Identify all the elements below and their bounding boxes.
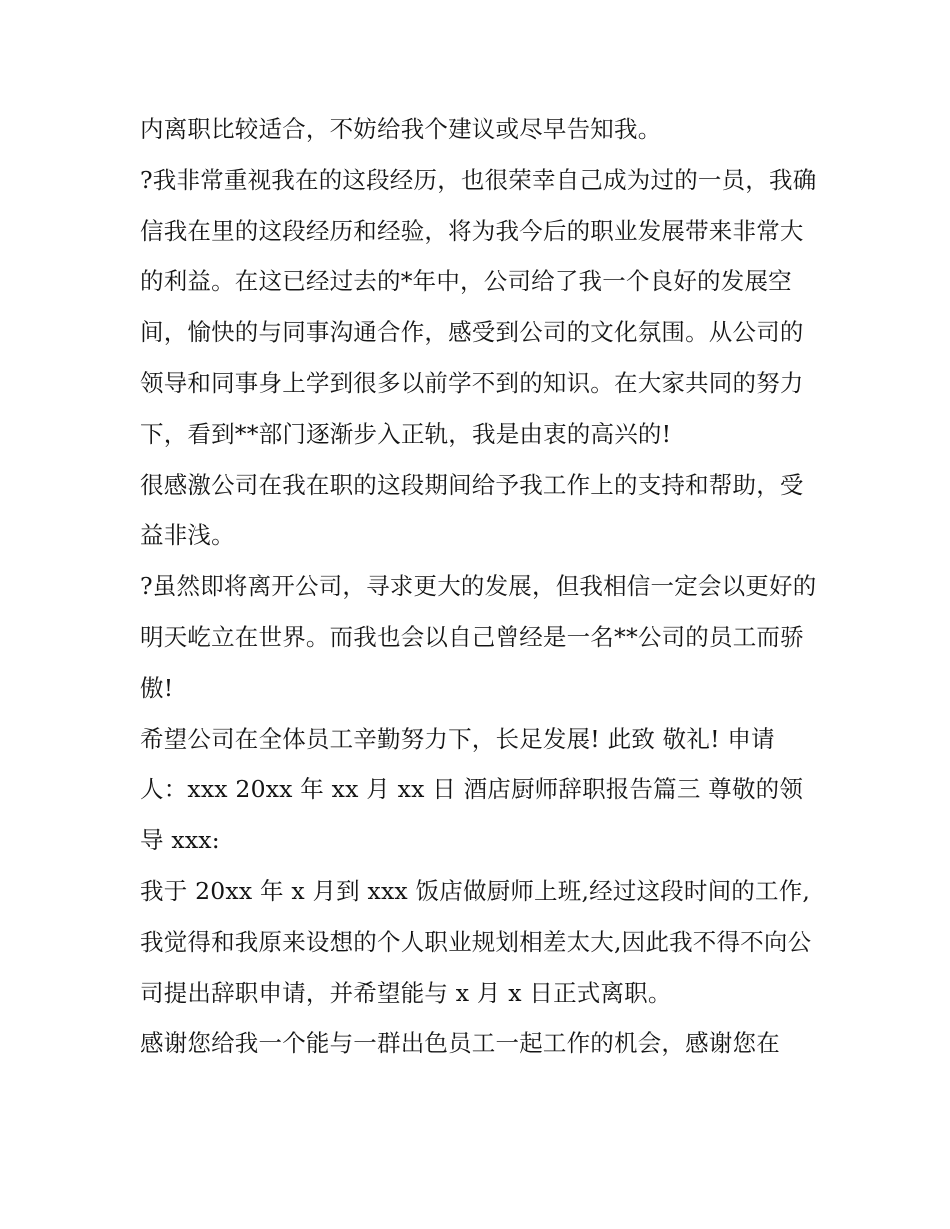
paragraph-5: 希望公司在全体员工辛勤努力下，长足发展! 此致 敬礼! 申请人：xxx 20xx 年 xx 月 xx 日 酒店厨师辞职报告篇三 尊敬的领导 xxx: xyxy=(140,724,804,855)
paragraph-2: ?我非常重视我在的这段经历，也很荣幸自己成为过的一员，我确信我在里的这段经历和经验，将为我今后的职业发展带来非常大的利益。在这已经过去的*年中，公司给了我一个良好的发展空间，愉快的与同事沟通合作，感受到公司的文化氛围。从公司的领导和同事身上学到很多以前学不到的知识。在大家共同的努力下，看到**部门逐渐步入正轨，我是由衷的高兴的! xyxy=(140,165,817,448)
paragraph-4: ?虽然即将离开公司，寻求更大的发展，但我相信一定会以更好的明天屹立在世界。而我也会以自己曾经是一名**公司的员工而骄傲! xyxy=(140,572,817,702)
paragraph-1: 内离职比较适合，不妨给我个建议或尽早告知我。 xyxy=(140,115,662,143)
paragraph-7: 感谢您给我一个能与一群出色员工一起工作的机会，感谢您在 xyxy=(140,1029,780,1058)
document-body xyxy=(140,104,820,1069)
paragraph-3: 很感激公司在我在职的这段期间给予我工作上的支持和帮助，受益非浅。 xyxy=(140,470,804,550)
paragraph-6: 我于 20xx 年 x 月到 xxx 饭店做厨师上班,经过这段时间的工作,我觉得和我原来设想的个人职业规划相差太大,因此我不得不向公司提出辞职申请，并希望能与 x 月 x 日正式离职。 xyxy=(140,876,812,1007)
